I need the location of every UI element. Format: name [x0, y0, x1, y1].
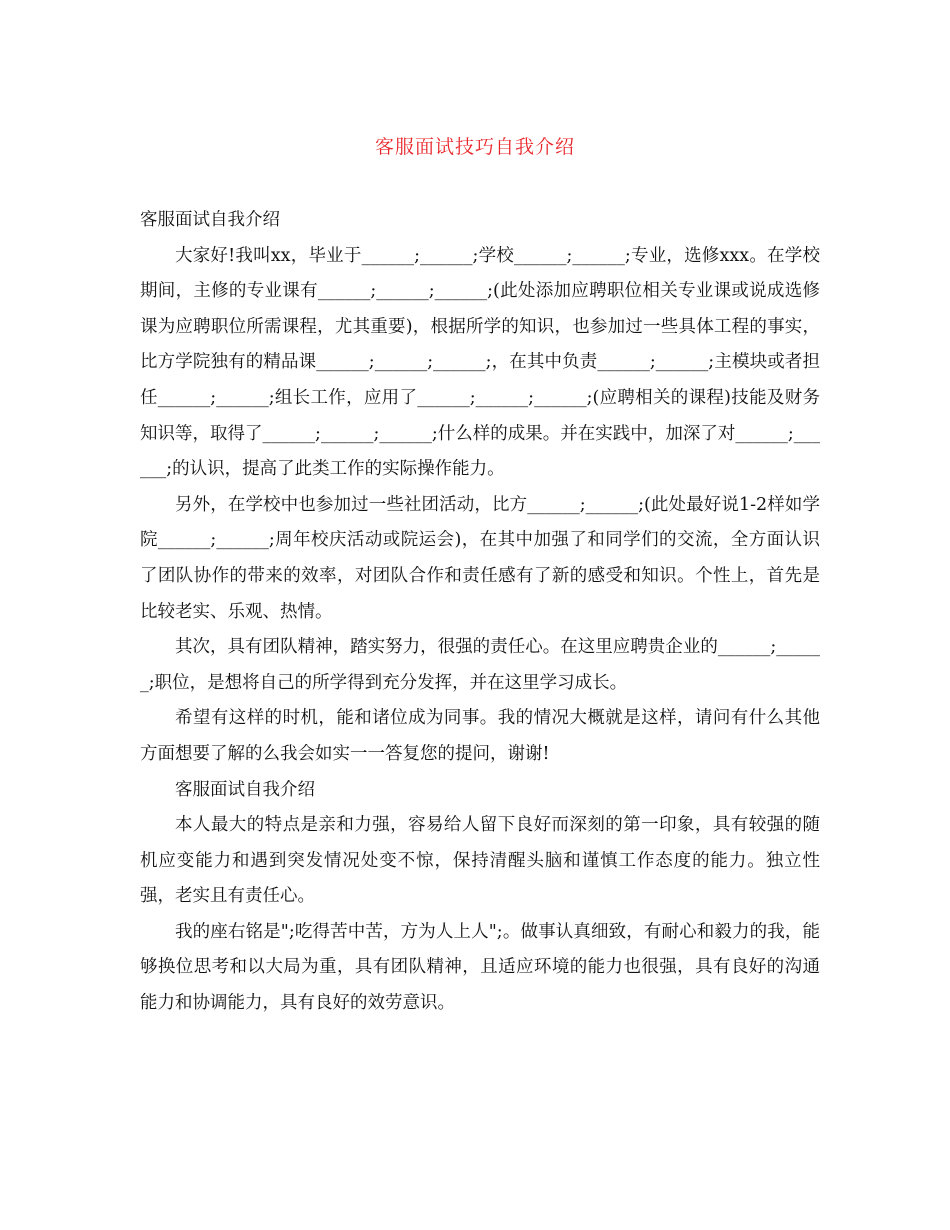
paragraph-closing: 希望有这样的时机，能和诸位成为同事。我的情况大概就是这样，请问有什么其他方面想要了解的么我会如实一一答复您的提问，谢谢! — [140, 708, 820, 764]
paragraph-traits: 本人最大的特点是亲和力强，容易给人留下良好而深刻的第一印象，具有较强的随机应变能力和遇到突发情况处变不惊，保持清醒头脑和谨慎工作态度的能力。独立性强，老实且有责任心。 — [140, 815, 820, 907]
section-heading-2: 客服面试自我介绍 — [175, 779, 315, 800]
section-heading: 客服面试自我介绍 — [140, 210, 280, 230]
paragraph-motto: 我的座右铭是";吃得苦中苦，方为人上人";。做事认真细致，有耐心和毅力的我，能够换位思考和以大局为重，具有团队精神，且适应环境的能力也很强，具有良好的沟通能力和协调能力，具有良好的效劳意识。 — [140, 921, 820, 1014]
paragraph-activities: 另外，在学校中也参加过一些社团活动，比方______;______;(此处最好说1-2样如学院______;______;周年校庆活动或院运会)，在其中加强了和同学们的交流，全方面认识了团队协作的带来的效率，对团队合作和责任感有了新的感受和知识。个性上，首先是比较老实、乐观、热情。 — [140, 494, 820, 622]
document-body — [140, 203, 820, 1022]
paragraph-intro: 大家好!我叫xx，毕业于______;______;学校______;______;专业，选修xxx。在学校期间，主修的专业课有______;______;______;(此处添加应聘职位相关专业课或说成选修课为应聘职位所需课程，尤其重要)，根据所学的知识，也参加过一些具体工程的事实，比方学院独有的精品课______;______;______;，在其中负责______;______;主模块或者担任______;______;组长工作，应用了______;______;______;(应聘相关的课程)技能及财务知识等，取得了______;______;______;什么样的成果。并在实践中，加深了对______;______;的认识，提高了此类工作的实际操作能力。 — [140, 245, 820, 480]
paragraph-teamwork: 其次，具有团队精神，踏实努力，很强的责任心。在这里应聘贵企业的______;______;职位，是想将自己的所学得到充分发挥，并在这里学习成长。 — [140, 637, 820, 693]
document-title: 客服面试技巧自我介绍 — [374, 136, 575, 158]
